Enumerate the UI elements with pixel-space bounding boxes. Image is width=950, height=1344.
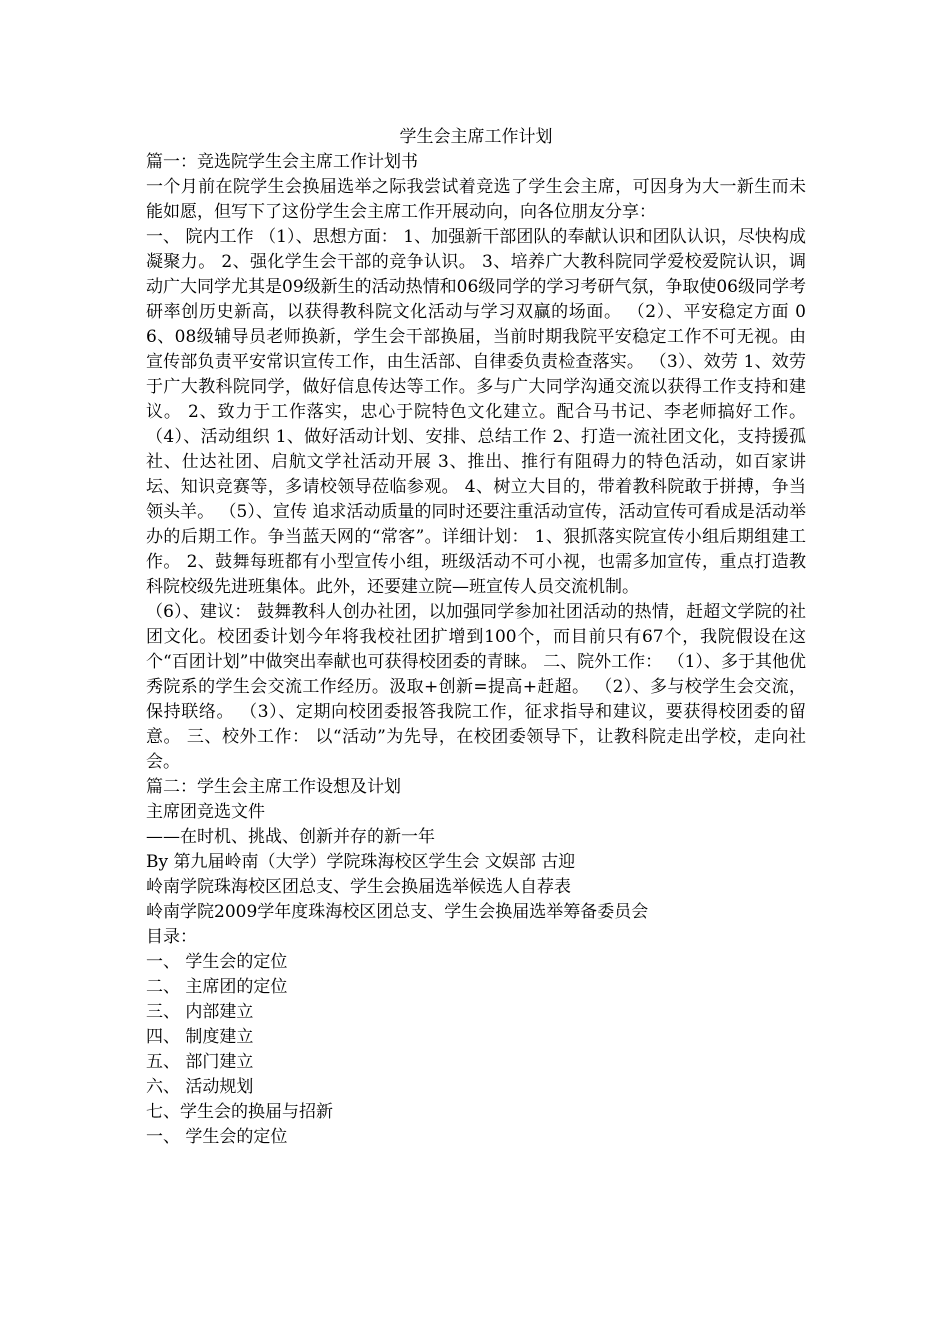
toc-item: 七、学生会的换届与招新	[146, 1102, 333, 1122]
toc-item: 一、 学生会的定位	[146, 952, 288, 972]
document-title: 学生会主席工作计划	[399, 127, 553, 147]
committee-line: 岭南学院2009学年度珠海校区团总支、学生会换届选举筹备委员会	[146, 902, 649, 922]
section-heading-part1: 篇一：竞选院学生会主席工作计划书	[146, 152, 418, 172]
toc-item: 六、 活动规划	[146, 1077, 254, 1097]
suggestions-paragraph: （6）、建议： 鼓舞教科人创办社团，以加强同学参加社团活动的热情，赶超文学院的社团文化。校团委计划今年将我校社团扩增到100个，而目前只有67个，我院假设在这个“百团计划”中做突出奉献也可获得校团委的青睐。 二、院外工作： （1）、多于其他优秀院系的学生会交流工作经历。汲取+创新=提高+赶超。 （2）、多与校学生会交流，保持联络。 （3）、定期向校团委报答我院工作，征求指导和建议，要获得校团委的留意。 三、校外工作： 以“活动”为先导，在校团委领导下，让教科院走出学校，走向社会。	[146, 602, 806, 772]
form-title-line: 岭南学院珠海校区团总支、学生会换届选举候选人自荐表	[146, 877, 571, 897]
toc-heading: 目录：	[146, 927, 197, 947]
campaign-file-title: 主席团竞选文件	[146, 802, 265, 822]
toc-item: 四、 制度建立	[146, 1027, 254, 1047]
author-line: By 第九届岭南（大学）学院珠海校区学生会 文娱部 古迎	[146, 852, 576, 872]
intro-paragraph: 一个月前在院学生会换届选举之际我尝试着竞选了学生会主席，可因身为大一新生而未能如愿，但写下了这份学生会主席工作开展动向，向各位朋友分享：	[146, 177, 806, 222]
campaign-subtitle: ——在时机、挑战、创新并存的新一年	[146, 827, 435, 847]
section-one-heading: 一、 学生会的定位	[146, 1127, 288, 1147]
document-page	[146, 125, 806, 1150]
toc-item: 二、 主席团的定位	[146, 977, 288, 997]
internal-work-paragraph: 一、 院内工作 （1）、思想方面： 1、加强新干部团队的奉献认识和团队认识，尽快构成凝聚力。 2、强化学生会干部的竞争认识。 3、培养广大教科院同学爱校爱院认识，调动广大同学尤其是09级新生的活动热情和06级同学的学习考研气氛，争取使06级同学考研率创历史新高，以获得教科院文化活动与学习双赢的场面。 （2）、平安稳定方面 06、08级辅导员老师换新，学生会干部换届，当前时期我院平安稳定工作不可无视。由宣传部负责平安常识宣传工作，由生活部、自律委负责检查落实。 （3）、效劳 1、效劳于广大教科院同学，做好信息传达等工作。多与广大同学沟通交流以获得工作支持和建议。 2、致力于工作落实，忠心于院特色文化建立。配合马书记、李老师搞好工作。 （4）、活动组织 1、做好活动计划、安排、总结工作 2、打造一流社团文化，支持援孤社、仕达社团、启航文学社活动开展 3、推出、推行有阻碍力的特色活动，如百家讲坛、知识竞赛等，多请校领导莅临参观。 4、树立大目的，带着教科院敢于拼搏，争当领头羊。 （5）、宣传 追求活动质量的同时还要注重活动宣传，活动宣传可看成是活动举办的后期工作。争当蓝天网的“常客”。详细计划： 1、狠抓落实院宣传小组后期组建工作。 2、鼓舞每班都有小型宣传小组，班级活动不可小视，也需多加宣传，重点打造教科院校级先进班集体。此外，还要建立院—班宣传人员交流机制。	[146, 227, 806, 597]
toc-item: 三、 内部建立	[146, 1002, 254, 1022]
toc-item: 五、 部门建立	[146, 1052, 254, 1072]
section-heading-part2: 篇二：学生会主席工作设想及计划	[146, 777, 401, 797]
